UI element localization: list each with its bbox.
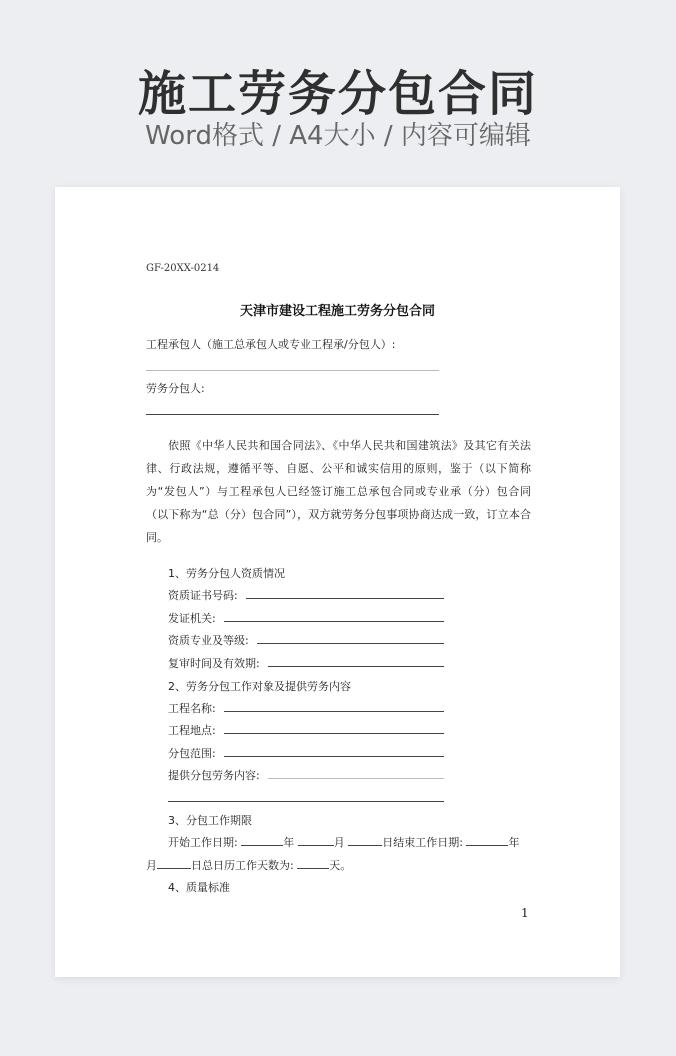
page-number: 1 [521,906,529,920]
cert-number-label: 资质证书号码: [168,589,238,602]
start-day-blank[interactable] [348,834,382,846]
start-date-label: 开始工作日期: [168,836,238,849]
review-date-line[interactable] [268,666,444,667]
end-year-blank[interactable] [466,834,508,846]
qualification-label: 资质专业及等级: [168,634,249,647]
subcontractor-line[interactable] [146,414,439,415]
subcontractor-label: 劳务分包人: [146,382,205,395]
section2-heading: 2、劳务分包工作对象及提供劳务内容 [168,680,351,693]
start-month-blank[interactable] [298,834,334,846]
total-days-unit: 天。 [329,859,352,872]
qualification-line[interactable] [257,643,444,644]
contractor-label: 工程承包人（施工总承包人或专业工程承/分包人）: [146,338,396,351]
labor-content-label: 提供分包劳务内容: [168,769,260,782]
issuer-line[interactable] [224,621,444,622]
cert-number-line[interactable] [246,598,444,599]
issuer-label: 发证机关: [168,612,216,625]
section4-heading: 4、质量标准 [168,881,230,894]
banner-subtitle: Word格式 / A4大小 / 内容可编辑 [145,121,531,151]
review-date-label: 复审时间及有效期: [168,657,260,670]
start-date-row [168,834,519,850]
end-year-unit: 年 [508,836,520,849]
document-title: 天津市建设工程施工劳务分包合同 [239,304,435,319]
start-year-blank[interactable] [241,834,283,846]
scope-label: 分包范围: [168,747,216,760]
scope-line[interactable] [224,756,444,757]
end-date-label: 日结束工作日期: [382,836,463,849]
end-month-unit: 月 [146,859,157,872]
start-month-unit: 月 [333,836,345,849]
project-site-line[interactable] [224,733,444,734]
project-site-label: 工程地点: [168,724,216,737]
project-name-line[interactable] [224,711,444,712]
document-page [55,187,620,977]
start-year-unit: 年 [283,836,295,849]
total-days-label: 日总日历工作天数为: [191,859,294,872]
document-code: GF-20XX-0214 [146,263,220,274]
section3-heading: 3、分包工作期限 [168,814,252,827]
project-name-label: 工程名称: [168,702,216,715]
contractor-line[interactable] [146,370,439,371]
preamble-paragraph: 依照《中华人民共和国合同法》、《中华人民共和国建筑法》及其它有关法律、行政法规，遵循平等、自愿、公平和诚实信用的原则，鉴于（以下简称为“发包人”）与工程承包人已经签订施工总承包合同或专业承（分）包合同（以下称为“总（分）包合同”），双方就劳务分包事项协商达成一致，订立本合同。 [146,439,531,544]
banner-title: 施工劳务分包合同 [137,66,538,122]
section1-heading: 1、劳务分包人资质情况 [168,567,285,580]
total-days-row [146,857,351,873]
end-day-blank[interactable] [157,857,191,869]
total-days-blank[interactable] [297,857,329,869]
labor-content-line-2[interactable] [168,801,444,802]
labor-content-line[interactable] [268,778,444,779]
